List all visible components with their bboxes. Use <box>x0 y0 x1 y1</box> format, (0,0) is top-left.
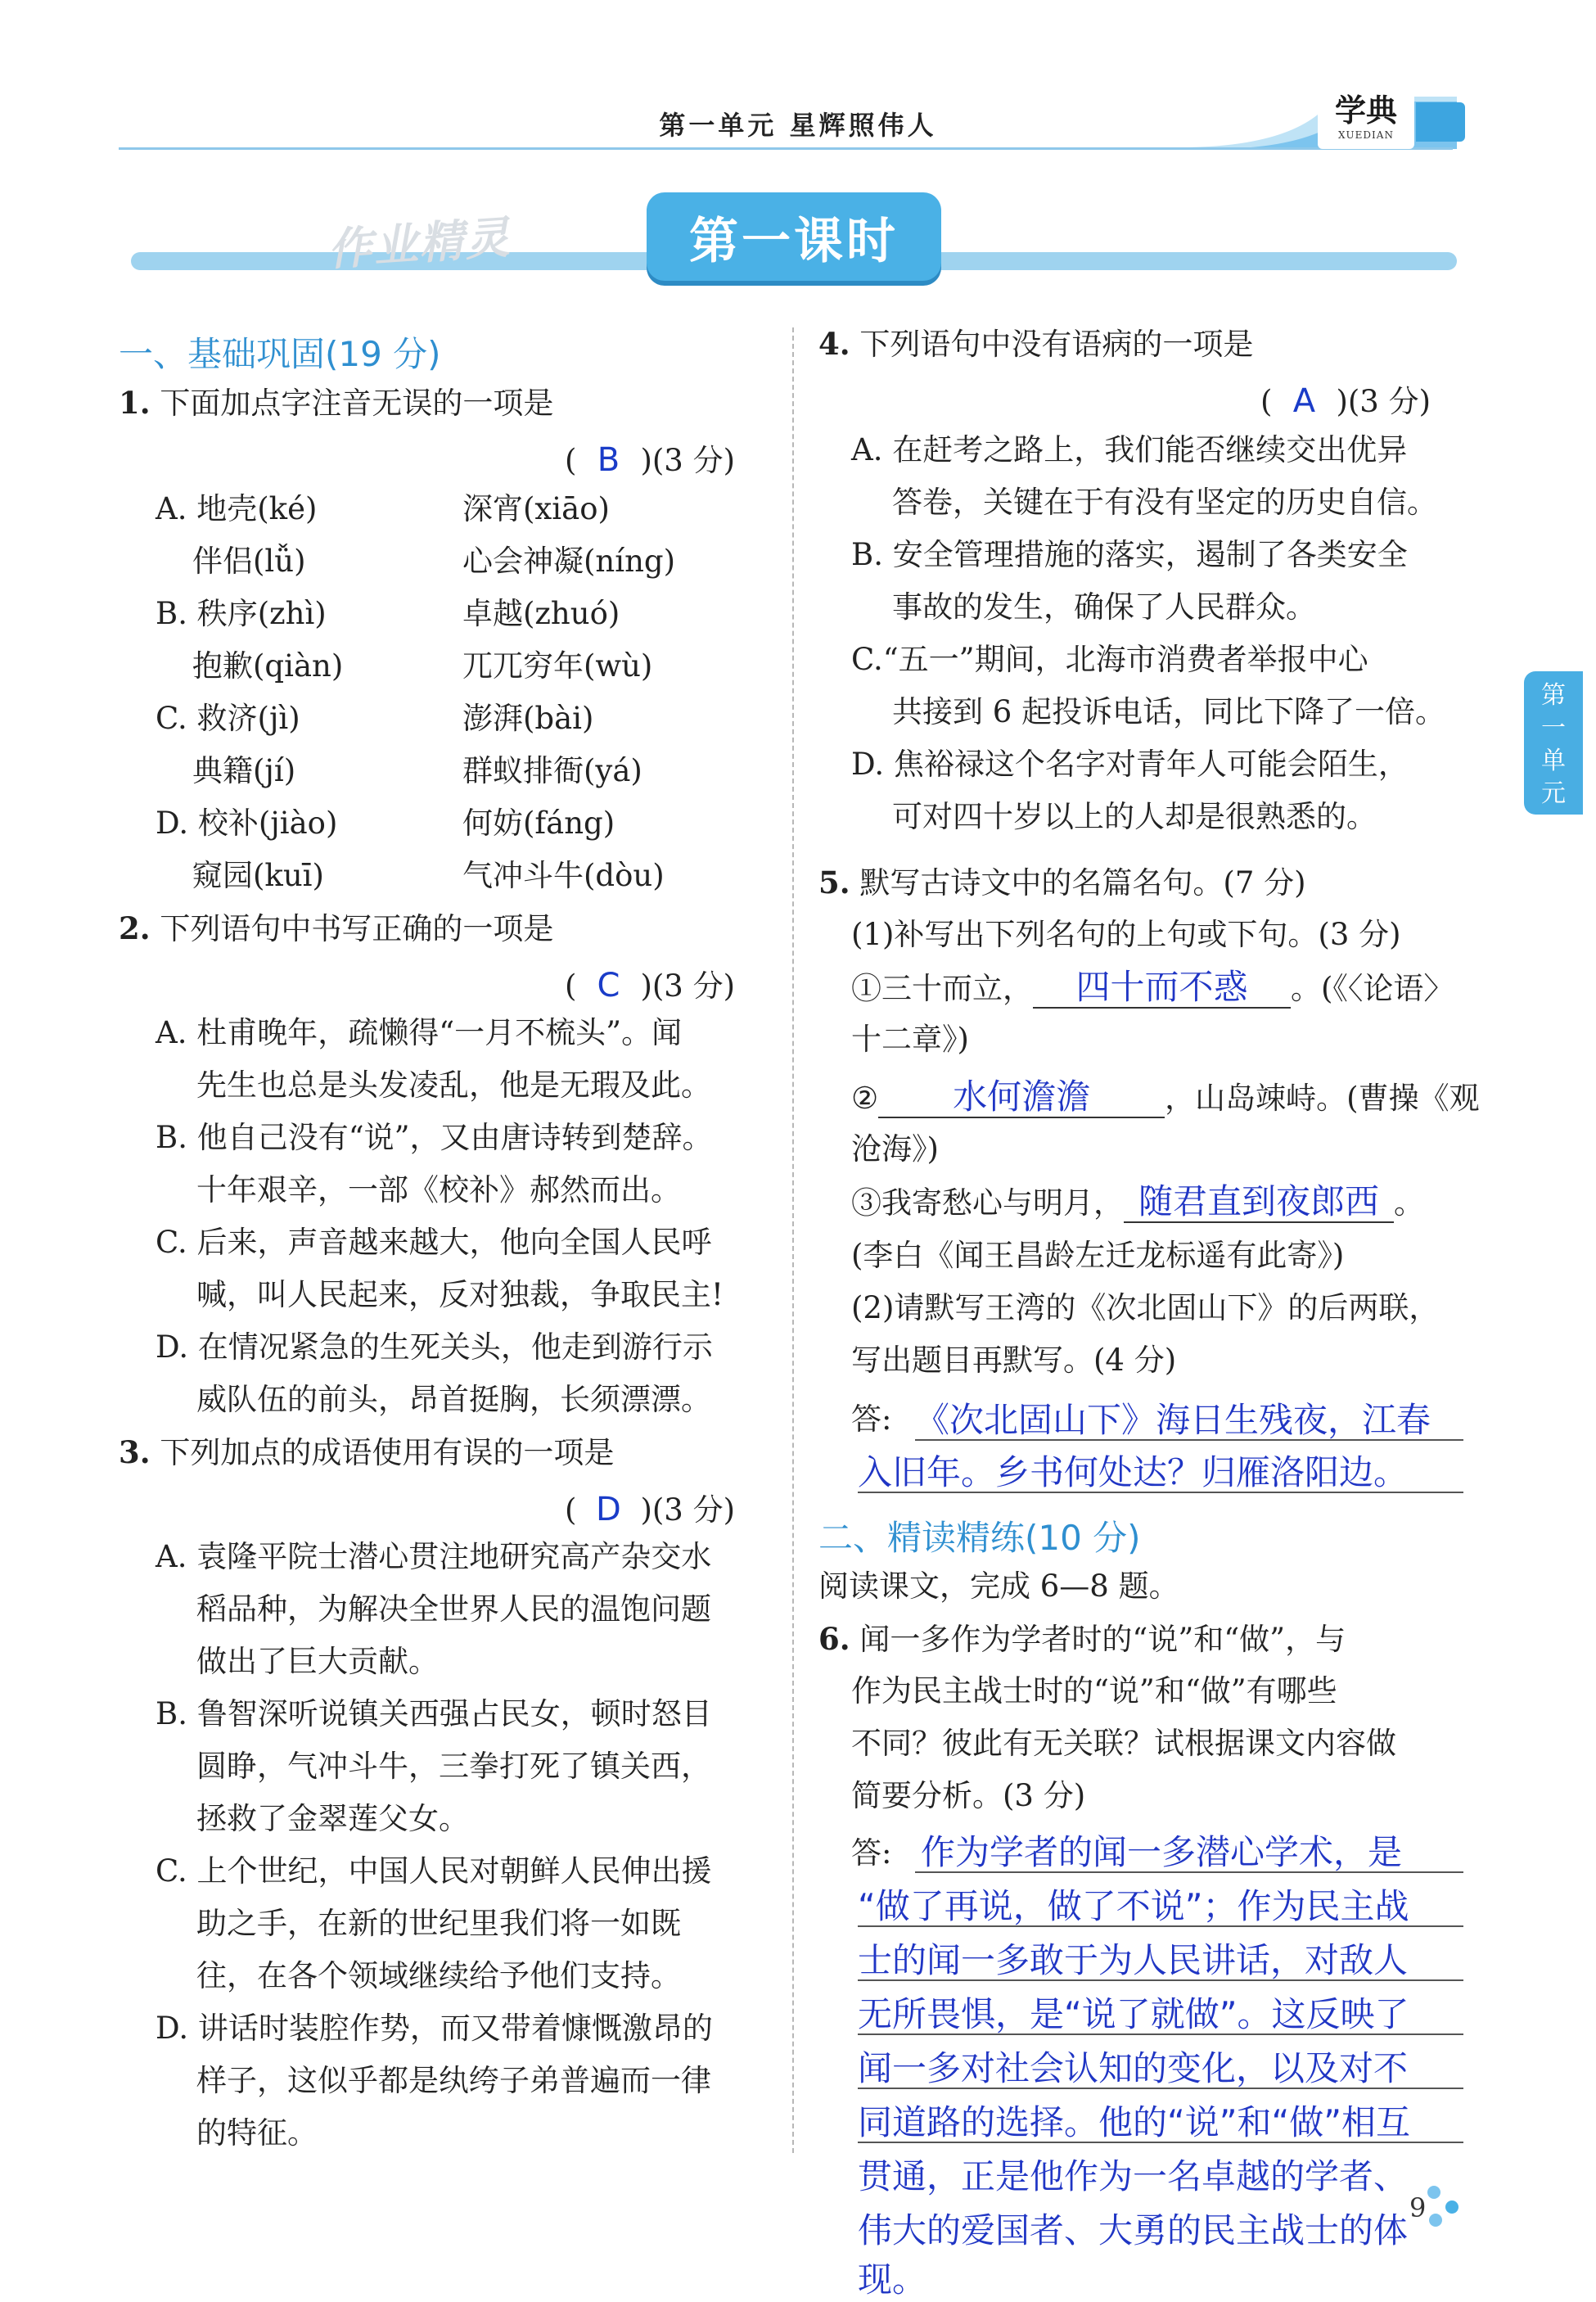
header-rule <box>119 147 1453 150</box>
q1-option-a3: 伴侣(lǚ) <box>192 544 306 579</box>
answer-rule <box>858 2142 1463 2143</box>
q5-stem <box>818 863 1306 903</box>
lesson-title: 第一课时 <box>689 213 899 270</box>
q5-blank2-answer: 水何澹澹 <box>878 1077 1165 1118</box>
q2-stem <box>119 909 553 949</box>
q4-option-d-line2: 可对四十岁以上的人却是很熟悉的。 <box>892 799 1377 834</box>
q2-option-b-line1: B. 他自己没有“说”，又由唐诗转到楚辞。 <box>156 1120 713 1155</box>
q6-handwritten-line1: 作为学者的闻一多潜心学术，是 <box>921 1832 1403 1872</box>
answer-rule <box>858 1925 1463 1927</box>
q3-option-c-line2: 助之手，在新的世纪里我们将一如既 <box>196 1906 681 1941</box>
q5-line2-prefix: ② <box>851 1081 879 1116</box>
side-unit-tab <box>1524 671 1583 815</box>
q1-option-d4: 气冲斗牛(dòu) <box>462 858 665 893</box>
section-title-basic: 一、基础巩固(19 分) <box>119 334 441 374</box>
q1-option-b3: 抱歉(qiàn) <box>192 648 344 684</box>
q1-option-c2: 澎湃(bài) <box>462 701 594 736</box>
q5-line1 <box>851 968 1454 1009</box>
q4-option-d-line1: D. 焦裕禄这个名字对青年人可能会陌生， <box>851 747 1409 782</box>
q1-option-c1: C. 救济(jì) <box>156 701 300 736</box>
q4-option-a-line2: 答卷，关键在于有没有坚定的历史自信。 <box>892 485 1437 520</box>
q4-answer-row: ( A )(3 分) <box>1260 382 1431 420</box>
q4-number: 4. <box>818 326 850 362</box>
q3-option-c-line3: 往，在各个领域继续给予他们支持。 <box>196 1958 681 1993</box>
q6-handwritten-line2: “做了再说，做了不说”；作为民主战 <box>858 1886 1409 1926</box>
side-tab-label: 第一单元 <box>1541 681 1566 808</box>
q5-blank1-answer: 四十而不惑 <box>1033 968 1291 1009</box>
q5-answer-label: 答: <box>851 1402 892 1437</box>
q5-handwritten-line2: 入旧年。乡书何处达？归雁洛阳边。 <box>858 1452 1409 1492</box>
q1-stem-text: 下面加点字注音无误的一项是 <box>160 386 554 421</box>
q3-answer: D <box>596 1491 621 1528</box>
reading-intro: 阅读课文，完成 6—8 题。 <box>818 1569 1179 1604</box>
q5-blank3-answer: 随君直到夜郎西 <box>1124 1182 1394 1223</box>
brand-accent <box>1416 102 1465 142</box>
q4-answer: A <box>1292 382 1316 420</box>
q1-option-a2: 深宵(xiāo) <box>462 491 610 526</box>
q5-line2 <box>851 1077 1480 1118</box>
brand-name: 学典 <box>1334 92 1397 129</box>
q6-handwritten-line4: 无所畏惧，是“说了就做”。这反映了 <box>858 1994 1409 2034</box>
q3-option-a-line2: 稻品种，为解决全世界人民的温饱问题 <box>196 1591 711 1627</box>
q3-option-d-line3: 的特征。 <box>196 2115 318 2151</box>
q2-option-d-line2: 威队伍的前头，昂首挺胸，长须漂漂。 <box>196 1382 711 1417</box>
q2-answer: C <box>597 967 620 1004</box>
q3-option-b-line1: B. 鲁智深听说镇关西强占民女，顿时怒目 <box>156 1696 712 1731</box>
q1-option-d3: 窥园(kuī) <box>192 858 324 893</box>
answer-rule <box>858 1979 1463 1981</box>
section-title-reading: 二、精读精练(10 分) <box>818 1518 1141 1558</box>
q3-stem <box>119 1433 614 1473</box>
q3-option-a-line3: 做出了巨大贡献。 <box>196 1644 439 1679</box>
q2-option-a-line1: A. 杜甫晚年，疏懒得“一月不梳头”。闻 <box>156 1015 683 1050</box>
q1-option-d2: 何妨(fáng) <box>462 806 615 841</box>
q3-number: 3. <box>119 1434 151 1470</box>
q5-line2-suffix: ，山岛竦峙。(曹操《观 <box>1165 1081 1480 1116</box>
q6-stem-line4: 简要分析。(3 分) <box>851 1778 1086 1813</box>
q2-option-a-line2: 先生也总是头发凌乱，他是无瑕及此。 <box>196 1067 711 1103</box>
q3-stem-text: 下列加点的成语使用有误的一项是 <box>160 1435 615 1470</box>
answer-rule <box>858 2033 1463 2035</box>
q4-score: )(3 分) <box>1336 384 1431 419</box>
q6-handwritten-line6: 同道路的选择。他的“说”和“做”相互 <box>858 2102 1411 2142</box>
q1-option-b4: 兀兀穷年(wù) <box>462 648 653 684</box>
q1-option-a1: A. 地壳(ké) <box>156 491 318 526</box>
q3-option-b-line3: 拯救了金翠莲父女。 <box>196 1801 469 1836</box>
unit-title: 第一单元 星辉照伟人 <box>659 110 937 141</box>
q3-option-d-line1: D. 讲话时装腔作势，而又带着慷慨激昂的 <box>156 2011 713 2046</box>
q3-answer-row: ( D )(3 分) <box>565 1491 736 1528</box>
q5-part2-line1: (2)请默写王湾的《次北固山下》的后两联， <box>851 1290 1440 1325</box>
answer-rule <box>915 1871 1463 1873</box>
q3-option-a-line1: A. 袁隆平院士潜心贯注地研究高产杂交水 <box>156 1539 712 1574</box>
q2-score: )(3 分) <box>640 968 736 1004</box>
brand-pinyin: XUEDIAN <box>1338 129 1394 141</box>
q4-option-a-line1: A. 在赶考之路上，我们能否继续交出优异 <box>851 432 1408 467</box>
answer-rule <box>915 1439 1463 1441</box>
q2-option-d-line1: D. 在情况紧急的生死关头，他走到游行示 <box>156 1329 713 1365</box>
q1-option-b1: B. 秩序(zhì) <box>156 596 327 631</box>
brand-logo <box>1318 92 1414 149</box>
q1-option-b2: 卓越(zhuó) <box>462 596 620 631</box>
q3-score: )(3 分) <box>640 1492 736 1528</box>
q6-handwritten-line3: 士的闻一多敢于为人民讲话，对敌人 <box>858 1940 1409 1980</box>
q3-option-c-line1: C. 上个世纪，中国人民对朝鲜人民伸出援 <box>156 1853 712 1889</box>
q2-option-b-line2: 十年艰辛，一部《校补》郝然而出。 <box>196 1172 681 1207</box>
q6-number: 6. <box>818 1621 850 1657</box>
q1-option-c3: 典籍(jí) <box>192 753 296 788</box>
q5-line3-suffix: 。 <box>1394 1185 1424 1221</box>
q4-option-b-line2: 事故的发生，确保了人民群众。 <box>892 589 1316 625</box>
watermark: 作业精灵 <box>326 211 513 276</box>
q3-option-d-line2: 样子，这似乎都是纨绔子弟普遍而一律 <box>196 2063 711 2098</box>
q6-handwritten-line7: 贯通，正是他作为一名卓越的学者、 <box>858 2156 1409 2196</box>
q5-line1-prefix: ①三十而立， <box>851 971 1033 1006</box>
q2-answer-row: ( C )(3 分) <box>565 967 736 1004</box>
q2-option-c-line1: C. 后来，声音越来越大，他向全国人民呼 <box>156 1225 712 1260</box>
page-dots-decoration <box>1424 2186 1473 2235</box>
q6-answer-label: 答: <box>851 1835 892 1871</box>
q2-number: 2. <box>119 910 151 946</box>
answer-rule <box>858 1492 1463 1493</box>
q1-option-a4: 心会神凝(níng) <box>462 544 676 579</box>
q5-line1-continue: 十二章》) <box>851 1022 969 1057</box>
q6-stem-line3: 不同？彼此有无关联？试根据课文内容做 <box>851 1726 1396 1761</box>
q3-option-b-line2: 圆睁，气冲斗牛，三拳打死了镇关西， <box>196 1749 711 1784</box>
q2-stem-text: 下列语句中书写正确的一项是 <box>160 911 554 946</box>
q1-number: 1. <box>119 385 151 421</box>
q1-option-c4: 群蚁排衙(yá) <box>462 753 642 788</box>
page-number: 9 <box>1409 2192 1427 2223</box>
q5-number: 5. <box>818 864 850 900</box>
q1-option-d1: D. 校补(jiào) <box>156 806 338 841</box>
q1-answer: B <box>597 441 620 479</box>
q4-stem-text: 下列语句中没有语病的一项是 <box>859 327 1254 362</box>
q4-option-c-line1: C.“五一”期间，北海市消费者举报中心 <box>851 642 1368 677</box>
q6-stem-line2: 作为民主战士时的“说”和“做”有哪些 <box>851 1673 1337 1708</box>
q5-part1: (1)补写出下列名句的上句或下句。(3 分) <box>851 917 1401 952</box>
q6-handwritten-line5: 闻一多对社会认知的变化，以及对不 <box>858 2048 1409 2088</box>
q1-score: )(3 分) <box>640 443 736 478</box>
q1-stem <box>119 383 553 423</box>
q5-part2-line2: 写出题目再默写。(4 分) <box>851 1343 1177 1378</box>
q6-stem-text: 闻一多作为学者时的“说”和“做”，与 <box>859 1622 1346 1657</box>
q5-line1-suffix: 。(《〈论语〉 <box>1291 971 1454 1006</box>
q4-stem <box>818 324 1253 364</box>
column-divider <box>792 327 794 2153</box>
q2-option-c-line2: 喊，叫人民起来，反对独裁，争取民主! <box>196 1277 724 1312</box>
q5-line3 <box>851 1182 1424 1223</box>
q5-line3-prefix: ③我寄愁心与明月， <box>851 1185 1124 1221</box>
answer-rule <box>858 2088 1463 2089</box>
q1-answer-row: ( B )(3 分) <box>565 441 736 479</box>
q6-handwritten-line9: 现。 <box>858 2259 927 2300</box>
q5-stem-text: 默写古诗文中的名篇名句。(7 分) <box>859 865 1306 900</box>
q6-stem-line1 <box>818 1619 1346 1659</box>
q4-option-c-line2: 共接到 6 起投诉电话，同比下降了一倍。 <box>892 694 1446 729</box>
q4-option-b-line1: B. 安全管理措施的落实，遏制了各类安全 <box>851 537 1408 572</box>
q6-handwritten-line8: 伟大的爱国者、大勇的民主战士的体 <box>858 2210 1409 2250</box>
q5-line3-continue: (李白《闻王昌龄左迁龙标遥有此寄》) <box>851 1238 1345 1273</box>
q5-handwritten-line1: 《次北固山下》海日生残夜，江春 <box>915 1400 1431 1440</box>
q5-line2-continue: 沧海》) <box>851 1131 939 1167</box>
